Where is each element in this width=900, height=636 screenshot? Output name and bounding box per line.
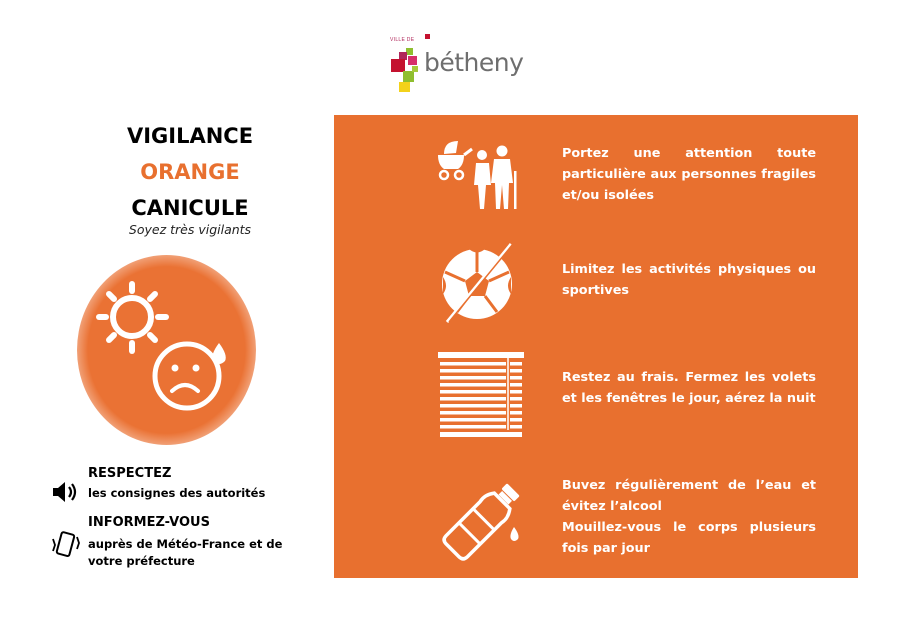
logo-square-green [403,71,414,82]
notice-heading: INFORMEZ-VOUS [88,515,210,530]
advice-1-text: Portez une attention toute particulière aux personnes fragiles et/ou isolées [562,146,816,203]
panel-arrow-notch [334,115,398,345]
heat-illustration [77,255,256,445]
notice-heading: RESPECTEZ [88,466,172,481]
advice-2-text: Limitez les activités physiques ou sportives [562,262,816,298]
phone-vibrate-icon [50,527,82,563]
title-orange: ORANGE [140,160,240,184]
window-blinds-icon [435,350,527,442]
subtitle: Soyez très vigilants [128,222,252,237]
logo-square-pink-2 [408,56,417,65]
no-sport-ball-icon [439,242,521,324]
advice-panel [334,115,858,578]
notice-text-line2: votre préfecture [88,554,195,568]
logo-brand: bétheny [424,48,524,77]
logo-small-text: VILLE DE [390,37,415,43]
logo-square-yellow [399,82,410,92]
advice-4-text-line2: Mouillez-vous le corps plusieurs fois par jour [562,520,816,556]
logo-square-green-2 [412,66,418,72]
title-vigilance: VIGILANCE [126,124,254,148]
logo-square-green-small [406,48,413,55]
title-canicule: CANICULE [131,196,249,220]
sun-sad-face-icon [77,255,256,445]
water-bottle-icon [438,475,528,565]
bethany-logo [385,28,525,94]
family-stroller-icon [434,133,526,213]
notice-text: les consignes des autorités [88,486,266,500]
advice-4-text-line1: Buvez régulièrement de l’eau et évitez l’alcool [562,478,816,514]
logo-square-red [425,34,430,39]
speaker-icon [50,474,82,510]
notice-text-line1: auprès de Météo-France et de [88,537,283,551]
advice-3-text: Restez au frais. Fermez les volets et les fenêtres le jour, aérez la nuit [562,370,816,406]
